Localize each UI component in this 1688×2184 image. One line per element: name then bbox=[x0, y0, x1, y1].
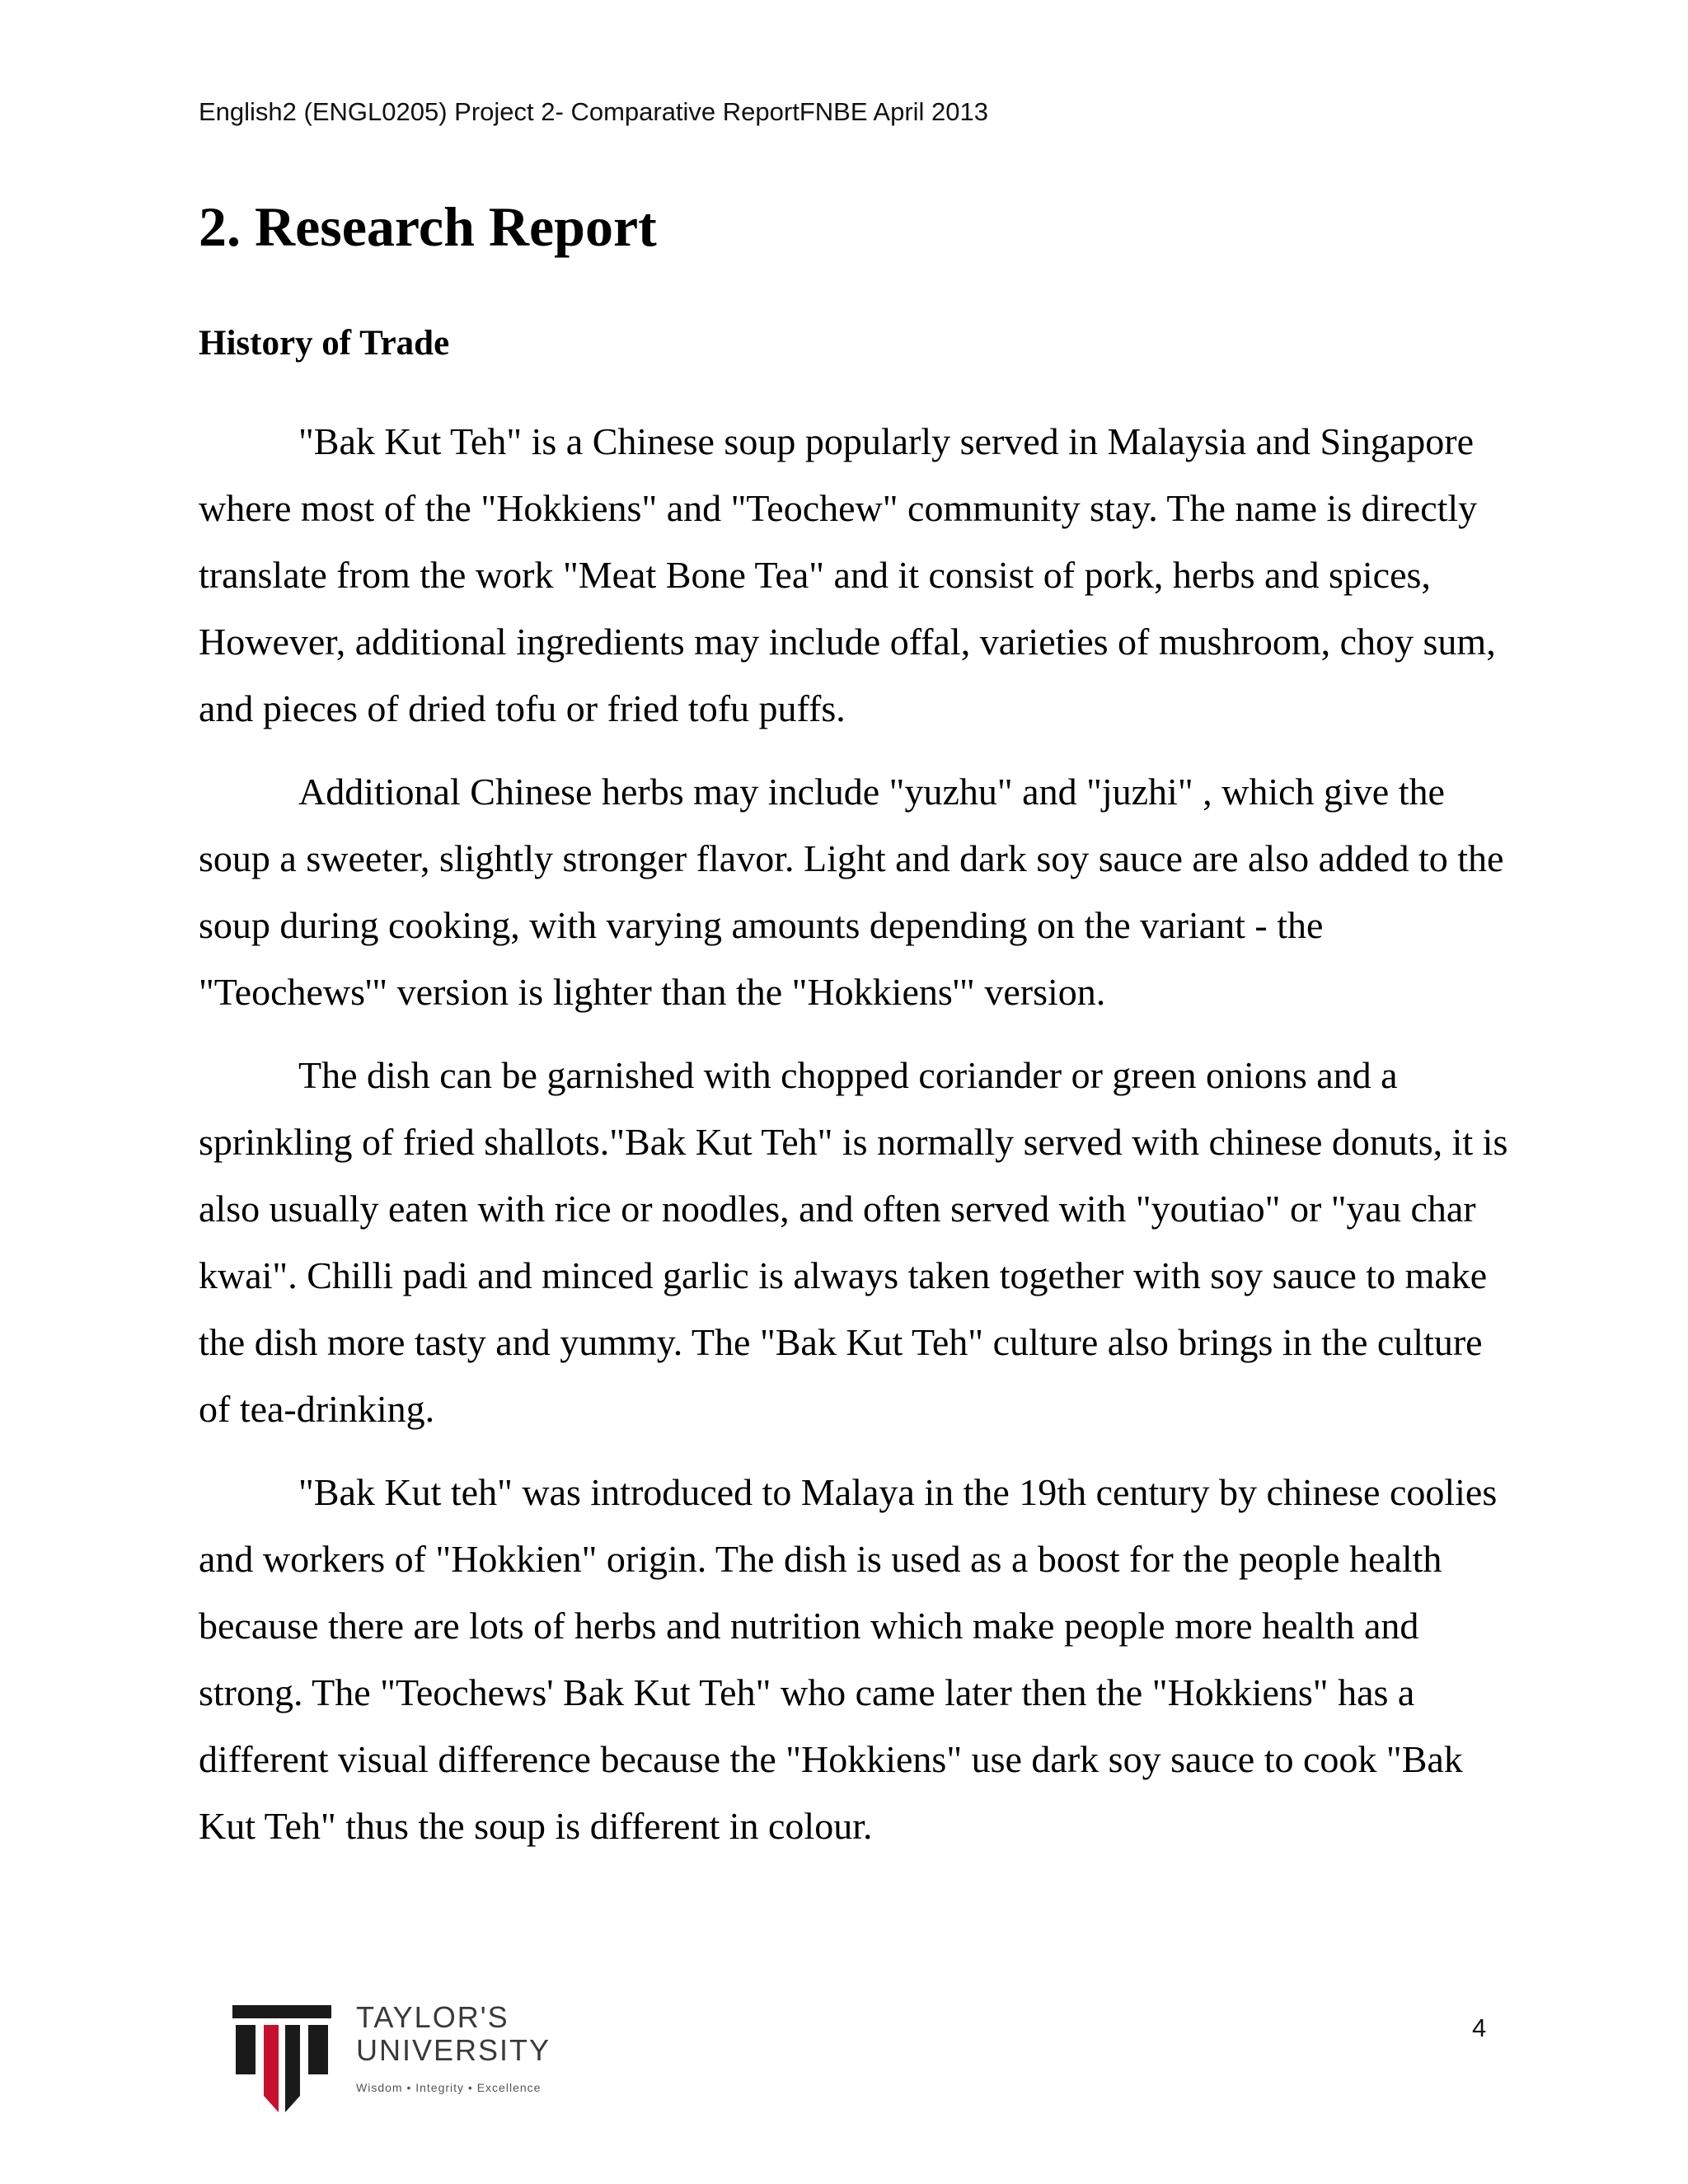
page-number: 4 bbox=[1472, 2013, 1487, 2042]
university-emblem-icon bbox=[232, 2005, 331, 2112]
brand-name-line2: UNIVERSITY bbox=[356, 2033, 551, 2067]
paragraph: The dish can be garnished with chopped coriander or green onions and a sprinkling of fried shallots."Bak Kut Teh" is normally served with chinese donuts, it is also usually eaten with rice or noodles, and often served with "youtiao" or "yau char kwai". Chilli padi and minced garlic is always taken together with soy sauce to make the dish more tasty and yummy. The "Bak Kut Teh" culture also brings in the culture of tea-drinking. bbox=[199, 1054, 1508, 1430]
paragraph: "Bak Kut teh" was introduced to Malaya in the 19th century by chinese coolies and workers of "Hokkien" origin. The dish is used as a boost for the people health because there are lots of herbs and nutrition which make people more health and strong. The "Teochews' Bak Kut Teh" who came later then the "Hokkiens" has a different visual difference because the "Hokkiens" use dark soy sauce to cook "Bak Kut Teh" thus the soup is different in colour. bbox=[199, 1471, 1498, 1847]
section-heading: History of Trade bbox=[199, 324, 450, 363]
university-logo bbox=[232, 1999, 579, 2114]
brand-tagline: Wisdom • Integrity • Excellence bbox=[356, 2081, 542, 2094]
paragraph: "Bak Kut Teh" is a Chinese soup popularly served in Malaysia and Singapore where most of the "Hokkiens" and "Teochew" community stay. The name is directly translate from the work "Meat Bone Tea" and it consist of pork, herbs and spices, However, additional ingredients may include offal, varieties of mushroom, choy sum, and pieces of dried tofu or fried tofu puffs. bbox=[199, 420, 1496, 729]
body-text bbox=[199, 408, 1517, 1876]
running-header: English2 (ENGL0205) Project 2- Comparative ReportFNBE April 2013 bbox=[199, 97, 989, 126]
brand-name-line1: TAYLOR'S bbox=[356, 2000, 509, 2034]
paragraph: Additional Chinese herbs may include "yuzhu" and "juzhi" , which give the soup a sweeter, slightly stronger flavor. Light and dark soy sauce are also added to the soup during cooking, with varying amounts depending on the variant - the "Teochews'" version is lighter than the "Hokkiens'" version. bbox=[199, 771, 1504, 1013]
page-title: 2. Research Report bbox=[199, 195, 657, 258]
